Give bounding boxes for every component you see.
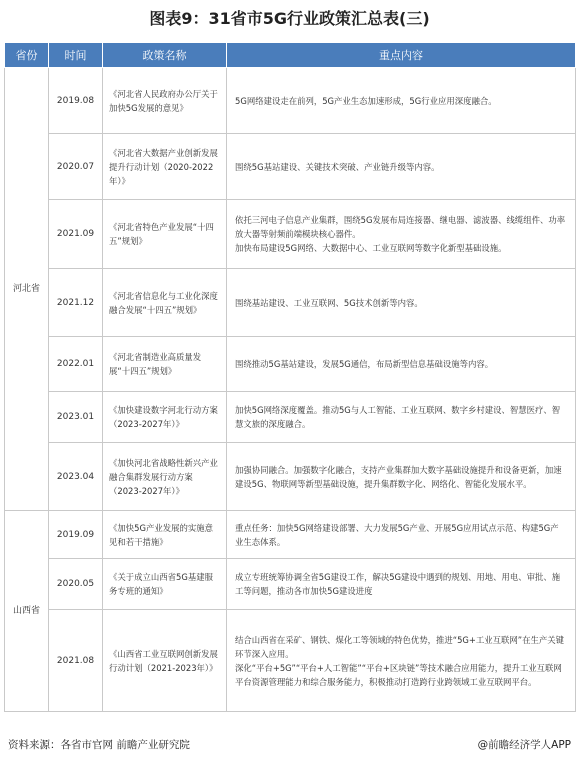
header-time: 时间 bbox=[49, 43, 103, 68]
content-cell bbox=[227, 68, 576, 134]
policy-cell: 《河北省特色产业发展“十四五”规划》 bbox=[103, 200, 227, 269]
policy-cell: 《关于成立山西省5G基建服务专班的通知》 bbox=[103, 559, 227, 610]
content-cell bbox=[227, 443, 576, 511]
table-row bbox=[5, 610, 576, 712]
time-cell: 2020.05 bbox=[49, 559, 103, 610]
chart-title: 图表9：31省市5G行业政策汇总表(三) bbox=[149, 9, 430, 28]
policy-table bbox=[4, 42, 576, 712]
content-line: 加强协同融合。加强数字化融合，支持产业集群加大数字基础设施提升和设备更新，加速建设5G、物联网等新型基础设施，提升集群数字化、网络化、智能化发展水平。 bbox=[235, 464, 562, 489]
time-cell: 2023.01 bbox=[49, 392, 103, 443]
content-cell bbox=[227, 511, 576, 559]
header-policy: 政策名称 bbox=[103, 43, 227, 68]
brand-note: @前瞻经济学人APP bbox=[477, 739, 571, 751]
time-cell: 2020.07 bbox=[49, 134, 103, 200]
table-row bbox=[5, 443, 576, 511]
header-row bbox=[5, 43, 576, 68]
policy-cell: 《河北省人民政府办公厅关于加快5G发展的意见》 bbox=[103, 68, 227, 134]
time-cell: 2021.09 bbox=[49, 200, 103, 269]
content-line: 围绕基站建设、工业互联网、5G技术创新等内容。 bbox=[235, 297, 423, 308]
content-cell bbox=[227, 610, 576, 712]
policy-cell: 《河北省大数据产业创新发展提升行动计划（2020-2022年）》 bbox=[103, 134, 227, 200]
table-row bbox=[5, 68, 576, 134]
content-line: 加快布局建设5G网络、大数据中心、工业互联网等数字化新型基础设施。 bbox=[235, 243, 507, 253]
table-row bbox=[5, 134, 576, 200]
table-row bbox=[5, 337, 576, 392]
header-content: 重点内容 bbox=[227, 43, 576, 68]
province-cell: 山西省 bbox=[5, 511, 49, 712]
content-line: 深化“平台+5G”“平台+人工智能”“平台+区块链”等技术融合应用能力，提升工业互联网平台资源管理能力和综合服务能力，积极推动打造跨行业跨领域工业互联网平台。 bbox=[235, 662, 562, 687]
table-row bbox=[5, 392, 576, 443]
table-row bbox=[5, 511, 576, 559]
time-cell: 2022.01 bbox=[49, 337, 103, 392]
table-row bbox=[5, 559, 576, 610]
policy-cell: 《河北省信息化与工业化深度融合发展“十四五”规划》 bbox=[103, 269, 227, 337]
content-line: 结合山西省在采矿、钢铁、煤化工等领域的特色优势，推进“5G+工业互联网”在生产关键环节深入应用。 bbox=[235, 634, 565, 659]
content-line: 成立专班统筹协调全省5G建设工作，解决5G建设中遇到的规划、用地、用电、审批、施工等问题，推动各市加快5G建设进度 bbox=[235, 572, 561, 596]
time-cell: 2021.08 bbox=[49, 610, 103, 712]
content-cell bbox=[227, 392, 576, 443]
source-note: 资料来源：各省市官网 前瞻产业研究院 bbox=[8, 739, 190, 751]
province-cell: 河北省 bbox=[5, 68, 49, 511]
time-cell: 2019.08 bbox=[49, 68, 103, 134]
content-cell bbox=[227, 134, 576, 200]
policy-cell: 《加快5G产业发展的实施意见和若干措施》 bbox=[103, 511, 227, 559]
content-cell bbox=[227, 559, 576, 610]
content-line: 围绕推动5G基站建设，发展5G通信，布局新型信息基础设施等内容。 bbox=[235, 359, 494, 369]
content-line: 重点任务：加快5G网络建设部署、大力发展5G产业、开展5G应用试点示范、构建5G产业生态体系。 bbox=[235, 522, 559, 547]
content-line: 围绕5G基站建设、关键技术突破、产业链升级等内容。 bbox=[235, 161, 440, 172]
table-row bbox=[5, 269, 576, 337]
content-cell bbox=[227, 337, 576, 392]
content-cell bbox=[227, 200, 576, 269]
time-cell: 2019.09 bbox=[49, 511, 103, 559]
content-line: 依托三河电子信息产业集群，围绕5G发展布局连接器、继电器、滤波器、线缆组件、功率放大器等射频前端模块核心器件。 bbox=[235, 215, 566, 239]
content-line: 5G网络建设走在前列，5G产业生态加速形成，5G行业应用深度融合。 bbox=[235, 95, 497, 106]
header-province: 省份 bbox=[5, 43, 49, 68]
content-line: 加快5G网络深度覆盖。推动5G与人工智能、工业互联网、数字乡村建设、智慧医疗、智慧文旅的深度融合。 bbox=[235, 405, 561, 429]
time-cell: 2023.04 bbox=[49, 443, 103, 511]
table-row bbox=[5, 200, 576, 269]
policy-cell: 《山西省工业互联网创新发展行动计划（2021-2023年）》 bbox=[103, 610, 227, 712]
time-cell: 2021.12 bbox=[49, 269, 103, 337]
content-cell bbox=[227, 269, 576, 337]
policy-cell: 《加快建设数字河北行动方案（2023-2027年）》 bbox=[103, 392, 227, 443]
policy-cell: 《河北省制造业高质量发展“十四五”规划》 bbox=[103, 337, 227, 392]
policy-cell: 《加快河北省战略性新兴产业融合集群发展行动方案（2023-2027年）》 bbox=[103, 443, 227, 511]
